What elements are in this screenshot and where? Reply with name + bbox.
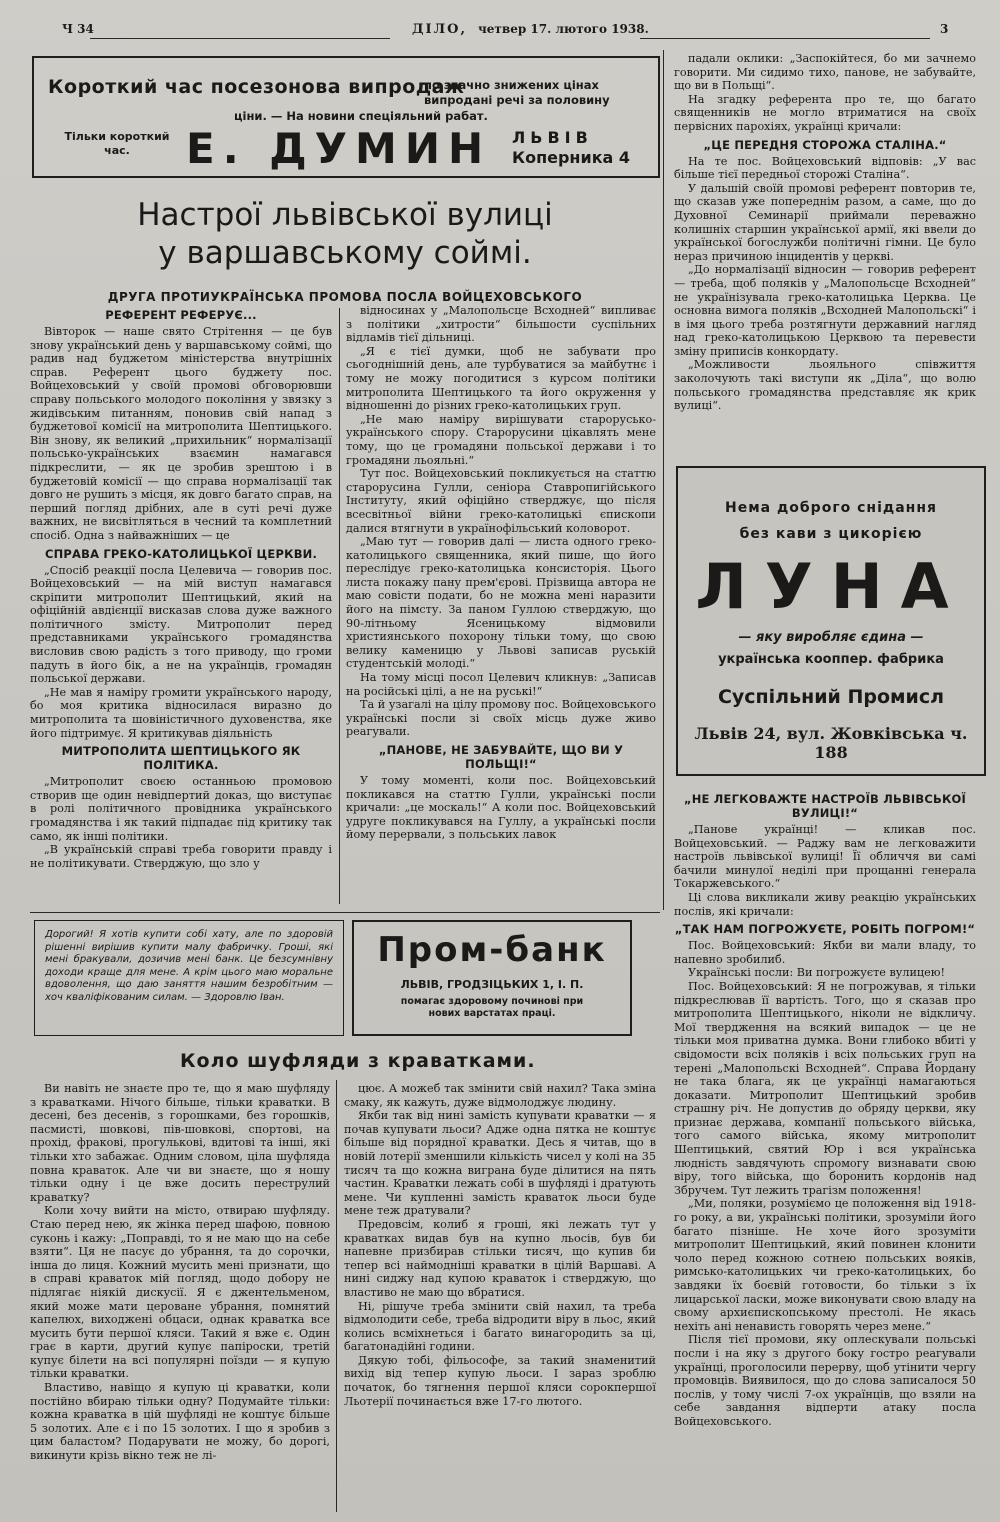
paragraph: Українські посли: Ви погрожуєте вулицею! [688, 966, 945, 980]
luna-advertisement [676, 466, 986, 776]
paragraph: Дякую тобі, фільософе, за такий знаменитий вихід від тепер купую льоси. І зараз зроблю початок, бо тягнення першої кляси сорокпершої Льотерії починається вже 17-го лютого. [344, 1353, 656, 1408]
paragraph: На згадку референта про те, що багато священників не могло втриматися на своїх первісних парохіях, українці кричали: [674, 92, 976, 133]
paragraph: „До нормалізації відносин — говорив референт — треба, щоб поляків у „Малопольсце Всходней“ не українізувала греко-католицька Церква. Це основна вимога поляків „Всходней Малопольскі“ і в імя цього треба розтягнути державний нагляд над греко-католицькою Церквою та перевести зміну приписів конкордату. [674, 263, 976, 358]
article-column-1 [30, 304, 332, 908]
article-column-3-continued [674, 788, 976, 1510]
ad-merchant-name: Е. ДУМИН [186, 124, 492, 173]
paragraph: „Ми, поляки, розуміємо це положення від 1918-го року, а ви, українські політики, зрозуміли його багато пізніше. Не хоче його зрозуміти митрополит Шептицький, який повинен клонити чоло перед кожною сотнею польських вояків, римсько-католицьких чи греко-католицьких, бо завдяки їх боєвій готовости, бо тільки з їх лицарської ласки, може виконувати свою владу на свому архиєпископському престолі. Не якась нехіть ані ненависть говорять через мене.“ [674, 1197, 976, 1333]
paragraph: Ці слова викликали живу реакцію українських послів, які кричали: [674, 890, 976, 918]
letter-advertisement [34, 920, 344, 1036]
paragraph: відносинах у „Малопольсце Всходней“ випливає з політики „хитрости“ більшости суспільних відламів тієї дільниці. [346, 304, 656, 345]
paragraph: „Я є тієї думки, щоб не забувати про сьогоднішній день, але турбуватися за майбутнє і тому не можу погодитися з курсом політики митрополита Шептицького та його окруження у відношенні до різних греко-католицьких груп. [346, 344, 656, 413]
paragraph: падали оклики: „Заспокійтеся, бо ми зачнемо говорити. Ми сидимо тихо, панове, не забувайте, що ви в Польщі“. [674, 52, 976, 93]
section-heading: „НЕ ЛЕГКОВАЖТЕ НАСТРОЇВ ЛЬВІВСЬКОЇ ВУЛИЦІ!“ [683, 792, 967, 820]
header-rule-right [640, 38, 930, 39]
paragraph: „Маю тут — говорив далі — листа одного греко-католицького священника, який пише, що його переслідує греко-католицька консисторія. Цього листа покажу пану прем'єрові. Прізвища автора не маю совісти подати, бо не можна мені наразити його на пімсту. За паном Гуллою стверджую, що 90-літньому Ясеницькому відмовили християнського похорону тільки тому, що свою велику каменицю у Львові записав руській студентській молоді.“ [346, 535, 656, 671]
luna-line3: — яку виробляє єдина — [738, 630, 924, 645]
luna-line2: без кави з цикорією [739, 526, 923, 542]
paragraph: Та й узагалі на цілу промову пос. Войцеховського українські посли зі своїх місць дуже живо реагували. [346, 698, 656, 739]
paragraph: „В українській справі треба говорити правду і не політикувати. Стверджую, що зло у [30, 843, 332, 870]
article-title [40, 196, 650, 272]
ad-discount-line: ціни. — На новини спеціяльний рабат. [234, 109, 488, 123]
paragraph: Якби так від нині замість купувати краватки — я почав купувати льоси? Адже одна пятка не коштує більше від порядної краватки. Десь я читав, що в новій лотерії зменшили кількість чисел у колі на 35 тисяч та що кожна виграна буде ділитися на пять частин. Краватки лежать собі в шуфляді і дратують мене. Чи купленні замість краваток льоси буде мене теж дратували? [344, 1109, 656, 1218]
masthead: ДІЛО, [412, 22, 467, 37]
ad-street: Коперника 4 [512, 148, 631, 167]
ad-sale-detail: по значно знижених цінах випродані речі за половину [424, 78, 610, 107]
letter-text: Дорогий! Я хотів купити собі хату, але по здоровій рішенні вирішив купити малу фабричку. Гроші, які мені бракували, дозичив мені банк. Це безсумнівну доходи краще для мене. А крім цього маю моральне вдоволення, що даю заняття нашим безробітним — хоч кваліфікованим силам. — Здоровлю Іван. [45, 929, 333, 1003]
section-heading: МИТРОПОЛИТА ШЕПТИЦЬКОГО ЯК ПОЛІТИКА. [61, 744, 301, 773]
prom-bank-advertisement [352, 920, 632, 1036]
paragraph: „Не маю наміру вирішувати старорусько-українського спору. Старорусини цікавлять мене тому, що це громадяни польської держави і то громадяни льояльні.“ [346, 412, 656, 467]
section-heading: СПРАВА ГРЕКО-КАТОЛИЦЬКОЇ ЦЕРКВИ. [44, 546, 318, 561]
article-bottom-rule [30, 912, 660, 913]
paragraph: Пос. Войцеховський: Я не погрожував, я тільки підкреслював її вартість. Того, що я сказав про митрополита Шептицького, ніколи не відкличу. Мої твердження на всякий випадок — це не тільки моя приватна думка. Вони глибоко вбиті у свідомости всіх поляків і всіх польських груп на терені „Малопольскі Всходней“. Справа Йордану не така блага, як це українці намагаються доказати. Митрополит Шептицький зробив страшну річ. Не допустив до обряду церкви, яку признає держава, компанії польського війська, того самого війська, якому митрополит Шептицький, святий Юр і вся українська людність завдячують спромогу визнавати свою віру, того війська, що боронить кордонів над Збручем. Тут лежить трагізм положення! [674, 979, 976, 1197]
column-rule-1 [339, 308, 340, 904]
ad-sale-headline: Короткий час посезонова випродаж [48, 76, 465, 98]
ad-short-time: Тільки короткий час. [64, 130, 170, 157]
column-rule-3 [336, 1080, 337, 1512]
paragraph: Коли хочу вийти на місто, отвираю шуфляду. Стаю перед нею, як жінка перед шафою, повною суконь і кажу: „Поправді, то я не маю що на себе взяти“. Ця не пасує до убрання, та до сорочки, інша до лиця. Кожний мусить мені признати, що в справі краваток мій погляд, щодо добору не підлягає ніякій дискусії. Я є джентельменом, який може мати цероване убрання, помнятий капелюх, виходжені обцаси, однак краватка все мусить бути першої кляси. Такий я вже є. Один грає в карти, другий купує папіроски, третій купує білети на всі популярні поїзди — я купую тільки краватки. [30, 1204, 330, 1381]
section-heading: РЕФЕРЕНТ РЕФЕРУЄ... [105, 308, 257, 322]
paragraph: Тут пос. Войцеховський покликується на статтю старорусина Гулли, сеніора Ставропигійського Інституту, який офіційно стверджує, що після всесвітньої війни греко-католицькі єпископи далися втягнути в українофільський коловорот. [346, 467, 656, 535]
paragraph: цює. А можеб так змінити свій нахил? Така зміна смаку, як кажуть, дуже відмолоджує людину. [344, 1082, 656, 1109]
bank-address: ЛЬВІВ, ГРОДЗІЦЬКИХ 1, І. П. [400, 978, 584, 991]
paragraph: „Митрополит своєю останньою промовою створив ще один невідпертий доказ, що виступає в ролі політичного провідника українського громадянства і як такий підпадає під критику так само, як інші політики. [30, 775, 332, 843]
section-heading: „ПАНОВЕ, НЕ ЗАБУВАЙТЕ, ЩО ВИ У ПОЛЬЩІ!“ [378, 743, 624, 771]
luna-line1: Нема доброго снідання [725, 500, 937, 516]
article-subtitle: ДРУГА ПРОТИУКРАЇНСЬКА ПРОМОВА ПОСЛА ВОЙЦЕХОВСЬКОГО [107, 290, 583, 304]
page-number: 3 [940, 22, 949, 36]
article-column-3 [674, 52, 976, 462]
bank-slogan: помагає здоровому починові при нових варстатах праці. [400, 996, 584, 1019]
luna-address: Львів 24, вул. Жовківська ч. 188 [694, 724, 968, 762]
paragraph: Вівторок — наше свято Стрітення — це був знову український день у варшавському соймі, що радив над буджетом міністерства внутрішніх справ. Референт цього буджету пос. Войцеховський у своїй промові обговорювши справу польського молодого покоління у звязку з жидівським питанням, поновив свій напад з буджетової комісії на митрополита Шептицького. Він знову, як великий „прихильник“ нормалізації польсько-українських взаємин намагався підкреслити, — як це зробив зрештою і в буджетовій комісії — що справа нормалізації так довго не рушить з місця, як довго багато справ, на перший погляд дрібних, але в суті речі дуже важних, не висвітляться в чесний та комплетний спосіб. Одна з найважніших — це [30, 325, 332, 542]
paragraph: Предовсім, колиб я гроші, які лежать тут у краватках видав був на купно льосів, був би напевне призбирав стільки тисяч, що купив би тепер всі наймодніші краватки в цілій Варшаві. А нині сиджу над купою краваток і стверджую, що властиво не маю що вбратися. [344, 1217, 656, 1299]
paragraph: „Можливости льояльного співжиття заколочують такі виступи як „Діла“, що волю польського громадянства представляє як крик вулиці“. [674, 358, 976, 413]
section-heading: „ТАК НАМ ПОГРОЖУЄТЕ, РОБІТЬ ПОГРОМ!“ [674, 922, 976, 937]
feuilleton-title: Коло шуфляди з краватками. [180, 1050, 536, 1072]
paragraph: Після тієї промови, яку оплескували польські посли і на яку з другого боку гостро реагували українці, проголосили перерву, щоб утінити чергу промовців. Виявилося, що до слова записалося 50 послів, у тому числі 7-ох українців, що взяли на себе завдання відперти атаку посла Войцеховського. [674, 1333, 976, 1428]
issue-date: четвер 17. лютого 1938. [478, 22, 649, 36]
header-rule-left [90, 38, 390, 39]
feuilleton-column-1 [30, 1082, 330, 1512]
feuilleton-column-2 [344, 1082, 656, 1512]
paragraph: Властиво, навіщо я купую ці краватки, коли постійно вбираю тільки одну? Подумайте тільки: кожна краватка в цій шуфляді не коштує більше 5 золотих. Але є і по 15 золотих. І що я зробив з цим баластом? Подарувати не можу, бо дорогі, викинути крізь вікно теж не лі- [30, 1381, 330, 1463]
luna-brand: ЛУНА [695, 550, 967, 623]
bank-name: Пром-банк [377, 930, 607, 970]
article-title-line1: Настрої львівської вулиці [137, 197, 553, 233]
column-rule-2 [663, 50, 664, 910]
paragraph: Ви навіть не знаєте про те, що я маю шуфляду з краватками. Нічого більше, тільки краватки. В десені, без десенів, з горошками, без горошків, пасмисті, шовкові, пів-шовкові, спортові, на прохід, фракові, прогулькові, вдитові та інші, які тільки хто забажає. Одним словом, ціла шуфляда повна краваток. Але чи ви знаєте, що я ношу тільки одну і це вже досить переструлий краватку? [30, 1082, 330, 1204]
paragraph: „Спосіб реакції посла Целевича — говорив пос. Войцеховський — на мій виступ намагався скріпити митрополит Шептицький, який на офіційній авдієнції висказав слова дуже важного політичного змісту. Митрополит перед представниками українського громадянства висловив свою радість з того приводу, що громи падуть в його бік, а не на українців, громадян польської держави. [30, 563, 332, 686]
paragraph: У тому моменті, коли пос. Войцеховський покликався на статтю Гулли, українські посли кричали: „це москаль!“ А коли пос. Войцеховський удруге покликувався на Гуллу, а українські посли йому перервали, з польських лавок [346, 774, 656, 842]
article-column-2 [346, 304, 656, 908]
paragraph: У дальшій своїй промові референт повторив те, що сказав уже попереднім разом, а саме, що до Духовної Семинарії приймали переважно колишніх старшин української армії, які ввели до української богослужби політичні гімни. Це було нераз причиною інцидентів у церкві. [674, 181, 976, 263]
paragraph: „Не мав я наміру громити українського народу, бо моя критика відносилася виразно до митрополита та шовіністичного духовенства, яке його підтримує. Я критикував діяльність [30, 685, 332, 740]
paragraph: На тому місці посол Целевич кликнув: „Записав на російські цілі, а не на руські!“ [346, 671, 656, 698]
luna-line4: українська кооппер. фабрика [718, 652, 944, 667]
paragraph: Ні, рішуче треба змінити свій нахил, та треба відмолодити себе, треба відродити віру в льос, який колись всміхнеться і багато винагородить за ці, багатонадійні години. [344, 1299, 656, 1354]
luna-company: Суспільний Промисл [717, 686, 945, 708]
article-title-line2: у варшавському соймі. [158, 235, 532, 271]
paragraph: На те пос. Войцеховський відповів: „У вас більше тієї передньої сторожі Сталіна“. [674, 154, 976, 182]
page-label: Ч 34 [62, 22, 94, 36]
dumyn-advertisement [32, 56, 660, 178]
ad-city: ЛЬВІВ [512, 128, 593, 147]
paragraph: „Панове українці! — кликав пос. Войцеховський. — Раджу вам не легковажити настроїв львівської вулиці! Її обличчя ви самі бачили минулої неділі при прощанні генерала Токаржевського.“ [674, 823, 976, 891]
section-heading: „ЦЕ ПЕРЕДНЯ СТОРОЖА СТАЛІНА.“ [703, 137, 947, 152]
paragraph: Пос. Войцеховський: Якби ви мали владу, то напевно зробилиб. [674, 939, 976, 966]
